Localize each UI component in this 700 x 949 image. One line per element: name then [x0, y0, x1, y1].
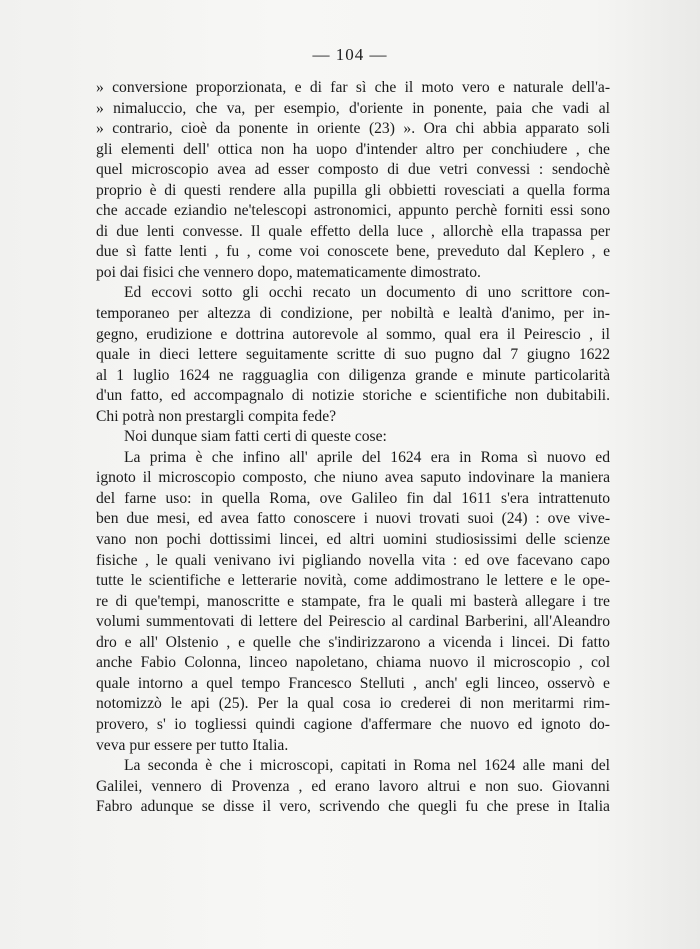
text-line: due sì fatte lenti , fu , come voi conoscete bene, preveduto dal Keplero , e: [96, 243, 611, 261]
text-line: volumi summentovati di lettere del Peirescio al cardinal Barberini, all'Aleandro: [96, 613, 611, 631]
text-line: anche Fabio Colonna, linceo napoletano, chiama nuovo il microscopio , col: [96, 654, 611, 672]
body-text: [96, 78, 610, 818]
text-line: ignoto il microscopio composto, che niuno avea saputo indovinare la maniera: [96, 469, 611, 487]
paragraph-first-line: La seconda è che i microscopi, capitati in Roma nel 1624 alle mani del: [124, 757, 611, 775]
text-line: notomizzò le api (25). Per la qual cosa io crederei di non meritarmi rim-: [96, 695, 610, 713]
text-line: poi dai fisici che vennero dopo, matematicamente dimostrato.: [96, 263, 481, 281]
text-line: gli elementi dell' ottica non ha uopo d'intender altro per conchiudere , che: [96, 140, 610, 158]
text-line: che accade eziandio ne'telescopi astronomici, appunto perchè forniti essi sono: [96, 202, 611, 220]
text-line: fisiche , le quali venivano ivi pigliando novella vita : ed ove facevano capo: [96, 551, 610, 569]
text-line: di due lenti convesse. Il quale effetto della luce , allorchè ella trapassa per: [96, 222, 611, 240]
text-line: gegno, erudizione e dottrina autorevole al sommo, qual era il Peirescio , il: [96, 325, 610, 343]
text-line: d'un fatto, ed accompagnalo di notizie storiche e scientifiche non dubitabili.: [96, 387, 611, 405]
text-line: temporaneo per altezza di condizione, per nobiltà e lealtà d'animo, per in-: [96, 305, 610, 323]
text-line: vano non pochi dottissimi lincei, ed altri uomini studiosissimi delle scienze: [96, 531, 611, 549]
page-number: — 104 —: [312, 45, 388, 64]
text-line: al 1 luglio 1624 ne ragguaglia con diligenza grande e minute particolarità: [96, 366, 611, 384]
text-line: » nimaluccio, che va, per esempio, d'oriente in ponente, paia che vadi al: [96, 99, 610, 117]
text-line: » conversione proporzionata, e di far sì che il moto vero e naturale dell'a-: [96, 79, 611, 96]
paragraph-first-line: Noi dunque siam fatti certi di queste cose:: [124, 428, 387, 446]
text-line: Fabro adunque se disse il vero, scrivendo che quegli fu che prese in Italia: [96, 798, 610, 816]
text-line: proprio è di questi rendere alla pupilla gli obbietti rovesciati a quella forma: [96, 181, 611, 199]
text-line: ben due mesi, ed avea fatto conoscere i nuovi trovati suoi (24) : ove vive-: [96, 510, 611, 528]
paragraph-first-line: Ed eccovi sotto gli occhi recato un documento di uno scrittore con-: [124, 284, 610, 302]
text-line: tutte le scientifiche e letterarie novità, come addimostrano le lettere e le ope-: [96, 572, 611, 590]
text-line: Galilei, vennero di Provenza , ed erano lavoro altrui e non suo. Giovanni: [96, 777, 610, 795]
text-line: dro e all' Olstenio , e quelle che s'indirizzarono a vicenda i lincei. Di fatto: [96, 633, 610, 651]
text-line: del farne uso: in quella Roma, ove Galileo fin dal 1611 s'era intrattenuto: [96, 489, 611, 507]
text-line: quale in dieci lettere seguitamente scritte di suo pugno dal 7 giugno 1622: [96, 346, 611, 364]
text-line: » contrario, cioè da ponente in oriente (23) ». Ora chi abbia apparato soli: [96, 120, 611, 138]
text-line: veva pur essere per tutto Italia.: [96, 736, 289, 754]
paragraph-first-line: La prima è che infino all' aprile del 1624 era in Roma sì nuovo ed: [124, 448, 611, 466]
text-line: re di que'tempi, manoscritte e stampate, fra le quali mi basterà allegare i tre: [96, 592, 610, 610]
text-line: quel microscopio avea ad esser composto di due vetri convessi : sendochè: [96, 161, 610, 179]
text-line: quale intorno a quel tempo Francesco Stelluti , anch' egli linceo, osservò e: [96, 674, 610, 692]
text-line: Chi potrà non prestargli compita fede?: [96, 407, 337, 425]
text-line: provero, s' io togliessi quindi cagione d'affermare che nuovo ed ignoto do-: [96, 715, 610, 733]
